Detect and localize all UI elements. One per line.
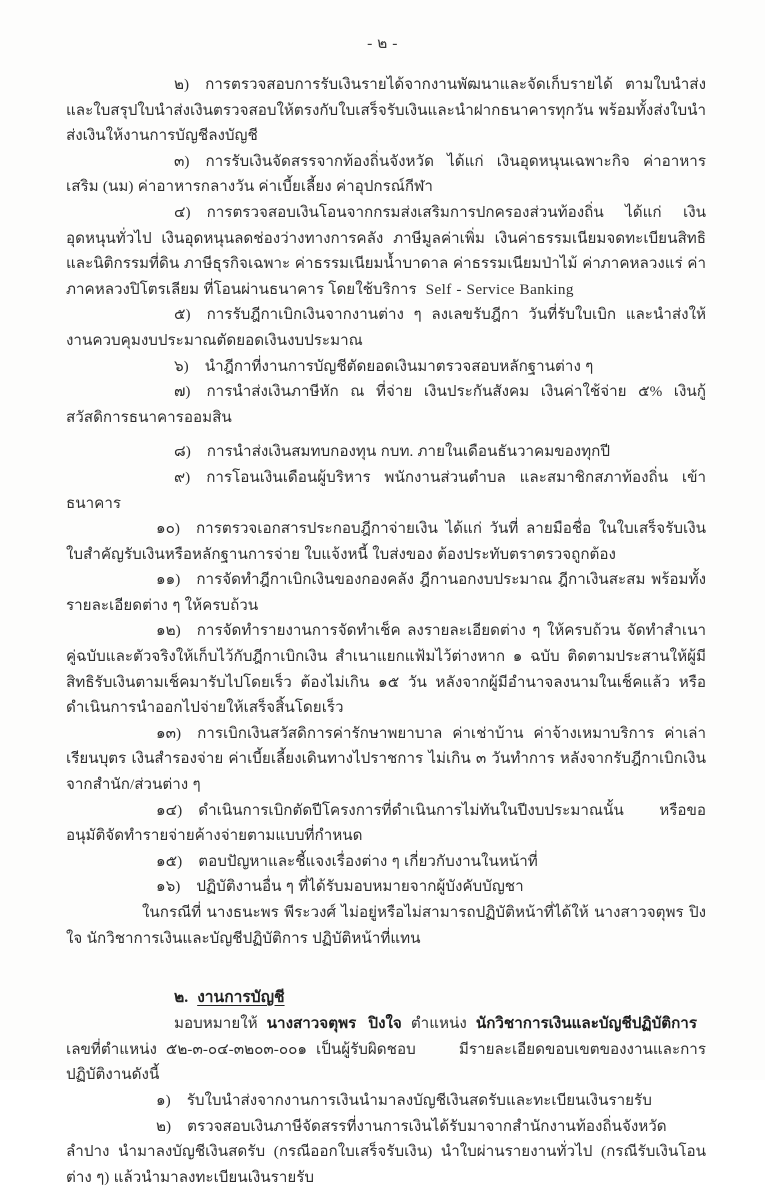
position-id-label: เลขที่ตำแหน่ง [66,1040,157,1058]
item-number: ๗) [174,383,191,401]
section-heading-label: งานการบัญชี [197,989,285,1007]
section-heading-number: ๒. [174,989,189,1007]
item-number: ๒) [156,1117,172,1135]
item-text: การโอนเงินเดือนผู้บริหาร พนักงานส่วนตำบล และสมาชิกสภาท้องถิ่น เข้าธนาคาร [66,468,706,512]
list-item [66,721,706,798]
item-number: ๑๑) [156,571,181,589]
list-item [66,618,706,720]
item-text: การนำส่งเงินสมทบกองทุน กบท. ภายในเดือนธันวาคมของทุกปี [206,443,610,461]
assigned-position-name: นักวิชาการเงินและบัญชีปฏิบัติการ [475,1015,697,1033]
list-item [66,379,706,430]
item-text: การจัดทำรายงานการจัดทำเช็ค ลงรายละเอียดต่าง ๆ ให้ครบถ้วน จัดทำสำเนาคู่ฉบับและตัวจริงให้เก็บไว้กับฎีกาเบิกเงิน สำเนาแยกแฟ้มไว้ต่างหาก ๑ ฉบับ ติดตามประสานให้ผู้มีสิทธิรับเงินตามเช็คมารับไปโดยเร็ว ต้องไม่เกิน ๑๕ วัน หลังจากผู้มีอำนาจลงนามในเช็คแล้ว หรือดำเนินการนำออกไปจ่ายให้เสร็จสิ้นโดยเร็ว [66,622,706,717]
item-text: การจัดทำฎีกาเบิกเงินของกองคลัง ฎีกานอกงบประมาณ ฎีกาเงินสะสม พร้อมทั้งรายละเอียดต่าง ๆ ให้ครบถ้วน [66,571,706,614]
item-number: ๖) [174,357,189,375]
item-text: การรับเงินจัดสรรจากท้องถิ่นจังหวัด ได้แก่ เงินอุดหนุนเฉพาะกิจ ค่าอาหารเสริม (นม) ค่าอาหารกลางวัน ค่าเบี้ยเลี้ยง ค่าอุปกรณ์กีฬา [66,152,706,196]
list-item [66,72,706,149]
list-item [66,439,706,465]
item-number: ๓) [174,152,190,170]
substitution-note: ในกรณีที่ นางธนะพร พีระวงศ์ ไม่อยู่หรือไม่สามารถปฏิบัติหน้าที่ได้ให้ นางสาวจตุพร ปิงใจ นักวิชาการเงินและบัญชีปฏิบัติการ ปฏิบัติหน้าที่แทน [66,904,706,947]
list-item [66,567,706,618]
list-item [66,465,706,516]
item-number: ๔) [174,203,191,221]
item-text: รับใบนำส่งจากงานการเงินนำมาลงบัญชีเงินสดรับและทะเบียนเงินรายรับ [186,1091,652,1109]
item-number: ๑๒) [156,622,181,640]
position-id-value: ๕๒-๓-๐๔-๓๒๐๓-๐๐๑ [165,1040,307,1058]
item-text: ดำเนินการเบิกตัดปีโครงการที่ดำเนินการไม่ทันในปีงบประมาณนั้น หรือขออนุมัติจัดทำรายจ่ายค้างจ่ายตามแบบที่กำหนด [66,801,706,845]
assignment-tail: เป็นผู้รับผิดชอบ มีรายละเอียดขอบเขตของงานและการปฏิบัติงานดังนี้ [66,1040,706,1084]
item-number: ๑๔) [156,801,183,819]
item-text: การตรวจสอบการรับเงินรายได้จากงานพัฒนาและจัดเก็บรายได้ ตามใบนำส่งและใบสรุปใบนำส่งเงินตรวจสอบให้ตรงกับใบเสร็จรับเงินและนำฝากธนาคารทุกวัน พร้อมทั้งส่งใบนำส่งเงินให้งานการบัญชีลงบัญชี [66,76,706,145]
list-item [66,798,706,849]
list-item [66,849,706,875]
item-text: การตรวจเอกสารประกอบฎีกาจ่ายเงิน ได้แก่ วันที่ ลายมือชื่อ ในใบเสร็จรับเงิน ใบสำคัญรับเงินหรือหลักฐานการจ่าย ใบแจ้งหนี้ ใบส่งของ ต้องประทับตราตรวจถูกต้อง [66,520,706,563]
list-item [66,302,706,353]
item-text: ตรวจสอบเงินภาษีจัดสรรที่งานการเงินได้รับมาจากสำนักงานท้องถิ่นจังหวัดลำปาง นำมาลงบัญชีเงินสดรับ (กรณีออกใบเสร็จรับเงิน) นำใบผ่านรายงานทั่วไป (กรณีรับเงินโอนต่าง ๆ) แล้วนำมาลงทะเบียนเงินรายรับ [66,1117,706,1186]
section-heading [66,985,706,1011]
item-number: ๙) [174,468,191,486]
list-item [66,1088,706,1114]
item-latin-suffix: Self - Service Banking [425,280,574,298]
list-item [66,874,706,900]
list-item [66,1114,706,1190]
item-number: ๑) [156,1091,171,1109]
position-label: ตำแหน่ง [410,1015,467,1033]
list-item [66,354,706,380]
item-number: ๑๖) [156,878,181,896]
item-number: ๕) [174,306,191,324]
list-item [66,516,706,567]
item-text: นำฎีกาที่งานการบัญชีตัดยอดเงินมาตรวจสอบหลักฐานต่าง ๆ [204,357,594,375]
item-number: ๘) [174,443,191,461]
item-text: การนำส่งเงินภาษีหัก ณ ที่จ่าย เงินประกันสังคม เงินค่าใช้จ่าย ๕% เงินกู้สวัสดิการธนาคารออมสิน [66,383,706,426]
item-number: ๑๕) [156,852,183,870]
item-text: การรับฎีกาเบิกเงินจากงานต่าง ๆ ลงเลขรับฎีกา วันที่รับใบเบิก และนำส่งให้งานควบคุมงบประมาณตัดยอดเงินงบประมาณ [66,306,706,349]
item-number: ๒) [174,76,190,93]
assignment-paragraph [66,1011,706,1088]
item-number: ๑๐) [156,520,180,538]
list-item [66,200,706,302]
item-text: การตรวจสอบเงินโอนจากกรมส่งเสริมการปกครองส่วนท้องถิ่น ได้แก่ เงินอุดหนุนทั่วไป เงินอุดหนุนลดช่องว่างทางการคลัง ภาษีมูลค่าเพิ่ม เงินค่าธรรมเนียมจดทะเบียนสิทธิและนิติกรรมที่ดิน ภาษีธุรกิจเฉพาะ ค่าธรรมเนียมน้ำบาดาล ค่าธรรมเนียมป่าไม้ ค่าภาคหลวงแร่ ค่าภาคหลวงปิโตรเลียม ที่โอนผ่านธนาคาร โดยใช้บริการ [66,203,706,298]
page-number: - ๒ - [367,35,398,52]
item-text: ปฏิบัติงานอื่น ๆ ที่ได้รับมอบหมายจากผู้บังคับบัญชา [196,878,524,896]
assignment-lead: มอบหมายให้ [174,1015,258,1033]
item-text: การเบิกเงินสวัสดิการค่ารักษาพยาบาล ค่าเช่าบ้าน ค่าจ้างเหมาบริการ ค่าเล่าเรียนบุตร เงินสำรองจ่าย ค่าเบี้ยเลี้ยงเดินทางไปราชการ ไม่เกิน ๓ วันทำการ หลังจากรับฎีกาเบิกเงินจากสำนัก/ส่วนต่าง ๆ [66,724,706,794]
assigned-person-name: นางสาวจตุพร ปิงใจ [266,1015,402,1033]
item-text: ตอบปัญหาและชี้แจงเรื่องต่าง ๆ เกี่ยวกับงานในหน้าที่ [198,852,538,870]
document-body [66,72,706,1190]
item-number: ๑๓) [156,724,182,742]
list-item [66,149,706,200]
